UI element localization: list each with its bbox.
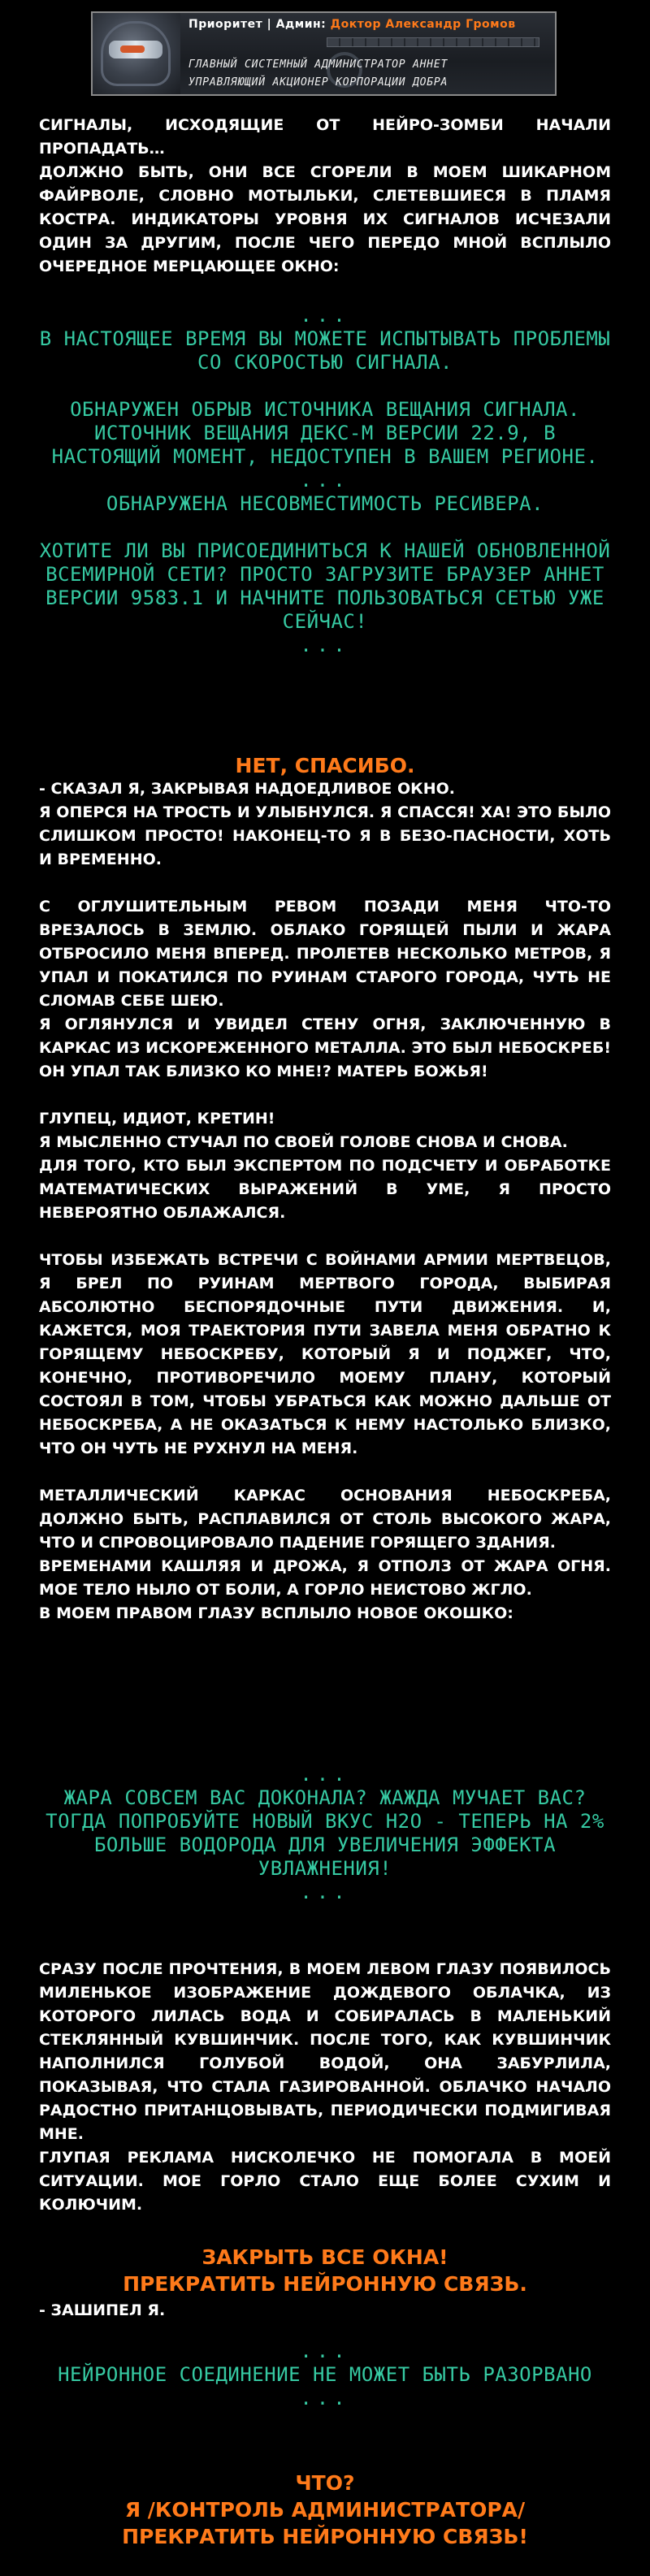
system-line: ЖАРА СОВСЕМ ВАС ДОКОНАЛА? ЖАЖДА МУЧАЕТ ВАС? ТОГДА ПОПРОБУЙТЕ НОВЫЙ ВКУС H2O - ТЕПЕРЬ НА 2% БОЛЬШЕ ВОДОРОДА ДЛЯ УВЕЛИЧЕНИЯ ЭФФЕКТА УВЛАЖНЕНИЯ!: [46, 1786, 604, 1880]
ellipsis: ...: [300, 469, 350, 491]
narration-block-1: [39, 114, 611, 279]
narration-paragraph: - ЗАШИПЕЛ Я.: [39, 2301, 166, 2319]
system-message-3: [39, 2340, 611, 2410]
admin-role-line: ГЛАВНЫЙ СИСТЕМНЫЙ АДМИНИСТРАТОР АННЕТ: [188, 58, 448, 71]
admin-avatar: [93, 13, 180, 94]
admin-company-line: УПРАВЛЯЮЩИЙ АКЦИОНЕР КОРПОРАЦИИ ДОБРА: [188, 76, 448, 89]
priority-label: Приоритет: [188, 18, 263, 31]
admin-name: Доктор Александр Громов: [330, 18, 516, 31]
narration-paragraph: ДЛЯ ТОГО, КТО БЫЛ ЭКСПЕРТОМ ПО ПОДСЧЕТУ И ОБРАБОТКЕ МАТЕМАТИЧЕСКИХ ВЫРАЖЕНИЙ В УМЕ, Я ПРОСТО НЕВЕРОЯТНО ОБЛАЖАЛСЯ.: [39, 1157, 611, 1222]
narration-paragraph: В МОЕМ ПРАВОМ ГЛАЗУ ВСПЛЫЛО НОВОЕ ОКОШКО:: [39, 1604, 514, 1622]
narration-block-3: [39, 1958, 611, 2217]
narration-paragraph: Я ОПЕРСЯ НА ТРОСТЬ И УЛЫБНУЛСЯ. Я СПАССЯ! ХА! ЭТО БЫЛО СЛИШКОМ ПРОСТО! НАКОНЕЦ-ТО Я В БЕЗО-ПАСНОСТИ, ХОТЬ И ВРЕМЕННО.: [39, 803, 611, 868]
narration-paragraph: С ОГЛУШИТЕЛЬНЫМ РЕВОМ ПОЗАДИ МЕНЯ ЧТО-ТО ВРЕЗАЛОСЬ В ЗЕМЛЮ. ОБЛАКО ГОРЯЩЕЙ ПЫЛИ И ЖАРА ОТБРОСИЛО МЕНЯ ВПЕРЕД. ПРОЛЕТЕВ НЕСКОЛЬКО МЕТРОВ, Я УПАЛ И ПОКАТИЛСЯ ПО РУИНАМ СТАРОГО ГОРОДА, ЧУТЬ НЕ СЛОМАВ СЕБЕ ШЕЮ.: [39, 898, 611, 1010]
ellipsis: ...: [300, 634, 350, 656]
narration-paragraph: ГЛУПАЯ РЕКЛАМА НИСКОЛЕЧКО НЕ ПОМОГАЛА В МОЕЙ СИТУАЦИИ. МОЕ ГОРЛО СТАЛО ЕЩЕ БОЛЕЕ СУХИМ И КОЛЮЧИМ.: [39, 2149, 611, 2214]
narration-paragraph: СИГНАЛЫ, ИСХОДЯЩИЕ ОТ НЕЙРО-ЗОМБИ НАЧАЛИ ПРОПАДАТЬ…: [39, 116, 611, 158]
narration-paragraph: СРАЗУ ПОСЛЕ ПРОЧТЕНИЯ, В МОЕМ ЛЕВОМ ГЛАЗУ ПОЯВИЛОСЬ МИЛЕНЬКОЕ ИЗОБРАЖЕНИЕ ДОЖДЕВОГО ОБЛАЧКА, ИЗ КОТОРОГО ЛИЛАСЬ ВОДА И СОБИРАЛАСЬ В МАЛЕНЬКИЙ СТЕКЛЯННЫЙ КУВШИНЧИК. ПОСЛЕ ТОГО, КАК КУВШИНЧИК НАПОЛНИЛСЯ ГОЛУБОЙ ВОДОЙ, ОНА ЗАБУРЛИЛА, ПОКАЗЫВАЯ, ЧТО СТАЛА ГАЗИРОВАННОЙ. ОБЛАЧКО НАЧАЛО РАДОСТНО ПРИТАНЦОВЫВАТЬ, ПЕРИОДИЧЕСКИ ПОДМИГИВАЯ МНЕ.: [39, 1960, 611, 2143]
narration-paragraph: ВРЕМЕНАМИ КАШЛЯЯ И ДРОЖА, Я ОТПОЛЗ ОТ ЖАРА ОГНЯ. МОЕ ТЕЛО НЫЛО ОТ БОЛИ, А ГОРЛО НЕИСТОВО ЖГЛО.: [39, 1557, 611, 1599]
narration-paragraph: ЧТОБЫ ИЗБЕЖАТЬ ВСТРЕЧИ С ВОЙНАМИ АРМИИ МЕРТВЕЦОВ, Я БРЕЛ ПО РУИНАМ МЕРТВОГО ГОРОДА, ВЫБИРАЯ АБСОЛЮТНО БЕСПОРЯДОЧНЫЕ ПУТИ ДВИЖЕНИЯ. И, КАЖЕТСЯ, МОЯ ТРАЕКТОРИЯ ПУТИ ЗАВЕЛА МЕНЯ ОБРАТНО К ГОРЯЩЕМУ НЕБОСКРЕБУ, КОТОРЫЙ Я И ПОДЖЕГ, ЧТО, КОНЕЧНО, ПРОТИВОРЕЧИЛО МОЕМУ ПЛАНУ, КОТОРЫЙ СОСТОЯЛ В ТОМ, ЧТОБЫ УБРАТЬСЯ КАК МОЖНО ДАЛЬШЕ ОТ НЕБОСКРЕБА, А НЕ ОКАЗАТЬСЯ К НЕМУ НАСТОЛЬКО БЛИЗКО, ЧТО ОН ЧУТЬ НЕ РУХНУЛ НА МЕНЯ.: [39, 1251, 611, 1457]
signal-bars: [327, 37, 540, 47]
ellipsis: ...: [300, 1881, 350, 1903]
narration-paragraph: ГЛУПЕЦ, ИДИОТ, КРЕТИН!: [39, 1110, 275, 1128]
banner-title: [188, 16, 547, 32]
shout-3: [39, 2470, 611, 2550]
narration-block-2: [39, 777, 611, 1626]
shout-line: Я /КОНТРОЛЬ АДМИНИСТРАТОРА/: [124, 2498, 526, 2522]
ellipsis: ...: [300, 2340, 350, 2362]
narration-block-4: [39, 2299, 611, 2323]
visor-glow: [120, 45, 145, 53]
shout-2: [39, 2244, 611, 2297]
system-line: ОБНАРУЖЕНА НЕСОВМЕСТИМОСТЬ РЕСИВЕРА.: [106, 492, 544, 515]
admin-label: Админ:: [275, 18, 327, 31]
system-message-2: [39, 1763, 611, 1904]
shout-line: НЕТ, СПАСИБО.: [235, 754, 415, 777]
shout-line: ПРЕКРАТИТЬ НЕЙРОННУЮ СВЯЗЬ.: [123, 2272, 527, 2296]
system-message-1: [39, 304, 611, 657]
admin-banner: [91, 11, 557, 96]
shout-line: ЗАКРЫТЬ ВСЕ ОКНА!: [202, 2245, 448, 2269]
narration-paragraph: Я МЫСЛЕННО СТУЧАЛ ПО СВОЕЙ ГОЛОВЕ СНОВА И СНОВА.: [39, 1133, 568, 1151]
narration-paragraph: ДОЛЖНО БЫТЬ, ОНИ ВСЕ СГОРЕЛИ В МОЕМ ШИКАРНОМ ФАЙРВОЛЕ, СЛОВНО МОТЫЛЬКИ, СЛЕТЕВШИЕСЯ В ПЛАМЯ КОСТРА. ИНДИКАТОРЫ УРОВНЯ ИХ СИГНАЛОВ ИСЧЕЗАЛИ ОДИН ЗА ДРУГИМ, ПОСЛЕ ЧЕГО ПЕРЕДО МНОЙ ВСПЛЫЛО ОЧЕРЕДНОЕ МЕРЦАЮЩЕЕ ОКНО:: [39, 163, 611, 275]
ellipsis: ...: [300, 2387, 350, 2409]
separator: |: [266, 18, 272, 31]
system-line: ОБНАРУЖЕН ОБРЫВ ИСТОЧНИКА ВЕЩАНИЯ СИГНАЛА. ИСТОЧНИК ВЕЩАНИЯ ДЕКС-М ВЕРСИИ 22.9, В НАСТОЯЩИЙ МОМЕНТ, НЕДОСТУПЕН В ВАШЕМ РЕГИОНЕ.: [51, 398, 599, 468]
narration-paragraph: Я ОГЛЯНУЛСЯ И УВИДЕЛ СТЕНУ ОГНЯ, ЗАКЛЮЧЕННУЮ В КАРКАС ИЗ ИСКОРЕЖЕННОГО МЕТАЛЛА. ЭТО БЫЛ НЕБОСКРЕБ! ОН УПАЛ ТАК БЛИЗКО КО МНЕ!? МАТЕРЬ БОЖЬЯ!: [39, 1015, 611, 1080]
ellipsis: ...: [300, 304, 350, 327]
system-line: В НАСТОЯЩЕЕ ВРЕМЯ ВЫ МОЖЕТЕ ИСПЫТЫВАТЬ ПРОБЛЕМЫ СО СКОРОСТЬЮ СИГНАЛА.: [39, 327, 611, 374]
ellipsis: ...: [300, 1763, 350, 1786]
narration-paragraph: - СКАЗАЛ Я, ЗАКРЫВАЯ НАДОЕДЛИВОЕ ОКНО.: [39, 780, 455, 798]
banner-body: [180, 13, 555, 94]
shout-1: [39, 752, 611, 779]
shout-line: ЧТО?: [295, 2471, 355, 2495]
system-line: НЕЙРОННОЕ СОЕДИНЕНИЕ НЕ МОЖЕТ БЫТЬ РАЗОРВАНО: [58, 2363, 592, 2386]
shout-line: ПРЕКРАТИТЬ НЕЙРОННУЮ СВЯЗЬ!: [122, 2525, 528, 2548]
narration-paragraph: МЕТАЛЛИЧЕСКИЙ КАРКАС ОСНОВАНИЯ НЕБОСКРЕБА, ДОЛЖНО БЫТЬ, РАСПЛАВИЛСЯ ОТ СТОЛЬ ВЫСОКОГО ЖАРА, ЧТО И СПРОВОЦИРОВАЛО ПАДЕНИЕ ГОРЯЩЕГО ЗДАНИЯ.: [39, 1487, 611, 1552]
system-line: ХОТИТЕ ЛИ ВЫ ПРИСОЕДИНИТЬСЯ К НАШЕЙ ОБНОВЛЕННОЙ ВСЕМИРНОЙ СЕТИ? ПРОСТО ЗАГРУЗИТЕ БРАУЗЕР АННЕТ ВЕРСИИ 9583.1 И НАЧНИТЕ ПОЛЬЗОВАТЬСЯ СЕТЬЮ УЖЕ СЕЙЧАС!: [39, 539, 611, 633]
